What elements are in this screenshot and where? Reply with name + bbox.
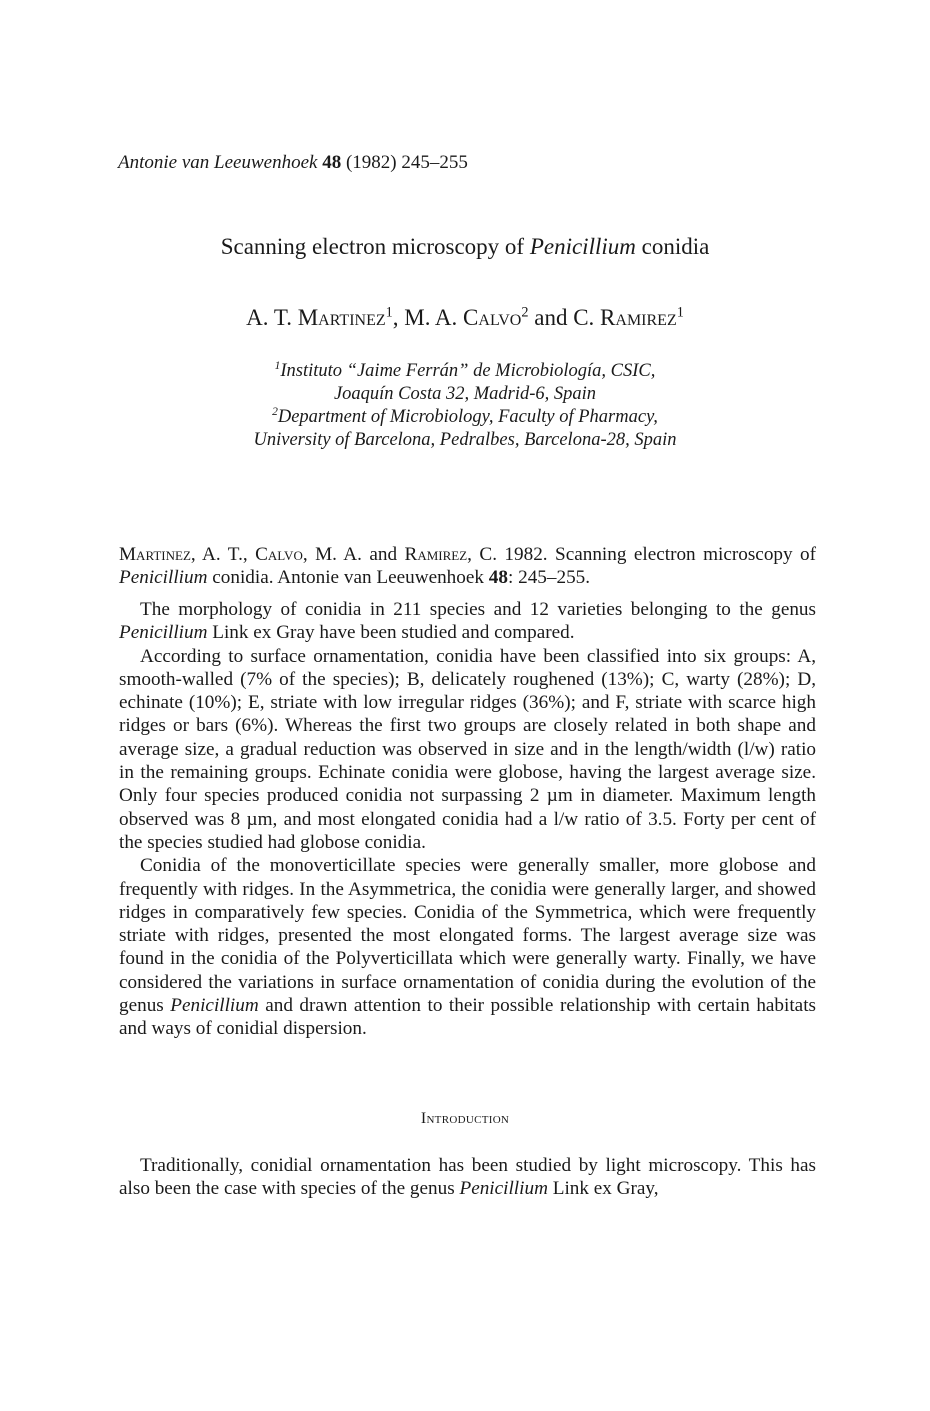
affiliation-line: University of Barcelona, Pedralbes, Barcelona-28, Spain [253,430,677,450]
bibliographic-citation: Martinez, A. T., Calvo, M. A. and Ramirez, C. 1982. Scanning electron microscopy of Penicillium conidia. Antonie van Leeuwenhoek 48: 245–255. [119,544,817,589]
affiliation-line: Joaquín Costa 32, Madrid-6, Spain [333,384,597,404]
section-heading-introduction: Introduction [420,1110,510,1127]
abstract-paragraph: Conidia of the monoverticillate species were generally smaller, more globose and frequently with ridges. In the Asymmetrica, the conidia were generally larger, and showed ridges in comparatively few species. Conidia of the Symmetrica, which were frequently striate with ridges, presented the most elongated forms. The largest average size was found in the conidia of the Polyverticillata which were generally warty. Finally, we have considered the variations in surface ornamentation of conidia during the evolution of the genus Penicillium and drawn attention to their possible relationship with certain habitats and ways of conidial dispersion. [119,855,816,1040]
introduction-text [119,1154,816,1201]
abstract [119,598,816,1041]
affiliation-line: $^2$Department of Microbiology, Faculty of Pharmacy, [272,405,658,427]
author-list: A. T. Martinez$^1$, M. A. Calvo$^2$ and C. Ramirez$^1$ [246,304,684,330]
journal-name: Antonie van Leeuwenhoek [118,152,318,173]
journal-year-pages: (1982) 245–255 [345,152,468,173]
title-genus: Penicillium [529,234,636,259]
author-ramirez: Ramirez [600,305,677,330]
author-martinez: Martinez [297,305,386,330]
abstract-paragraph: According to surface ornamentation, conidia have been classified into six groups: A, smooth-walled (7% of the species); B, delicately roughened (13%); C, warty (28%); D, echinate (10%); E, striate with low irregular ridges (36%); and F, striate with scarce high ridges or bars (6%). Whereas the first two groups are closely related in both shape and average size, a gradual reduction was observed in size and in the length/width (l/w) ratio in the remaining groups. Echinate conidia were globose, having the largest average size. Only four species produced conidia not surpassing 2 µm in diameter. Maximum length observed was 8 µm, and most elongated conidia had a l/w ratio of 3.5. Forty per cent of the species studied had globose conidia. [119,645,816,853]
journal-reference [118,152,468,174]
author-calvo: Calvo [463,305,522,330]
paper-title: Scanning electron microscopy of Penicillium conidia [220,234,710,259]
introduction-paragraph: Traditionally, conidial ornamentation has been studied by light microscopy. This has also been the case with species of the genus Penicillium Link ex Gray, [119,1155,816,1200]
journal-volume: 48 [322,152,342,173]
affiliations [0,360,930,452]
abstract-paragraph: The morphology of conidia in 211 species and 12 varieties belonging to the genus Penicillium Link ex Gray have been studied and compared. [119,599,816,644]
affiliation-line: $^1$Instituto “Jaime Ferrán” de Microbiología, CSIC, [274,359,656,381]
